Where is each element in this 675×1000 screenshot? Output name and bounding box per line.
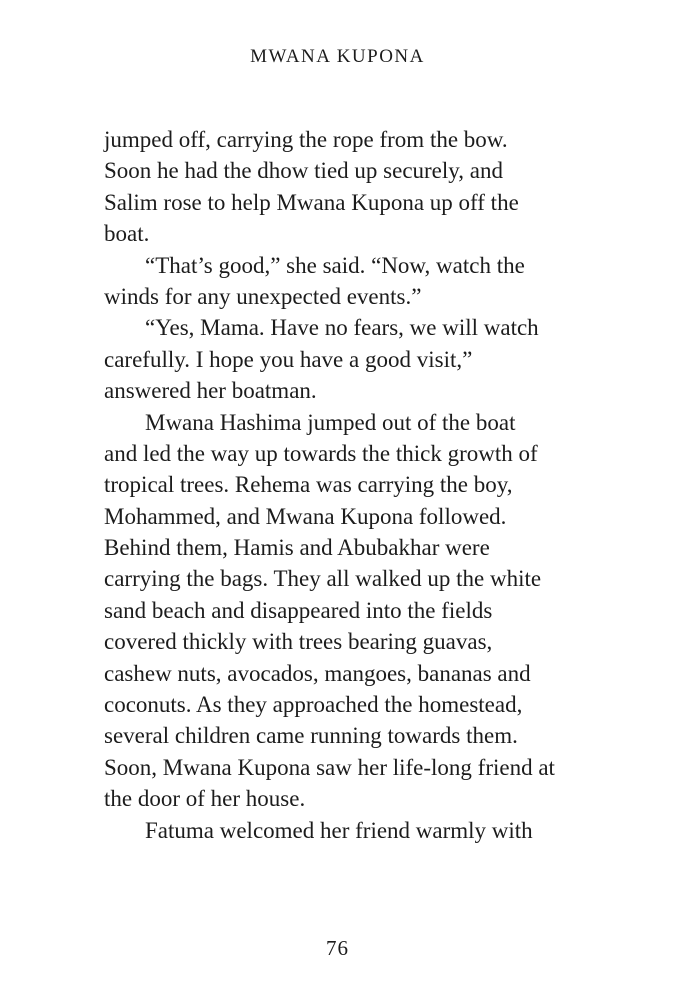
text-line: coconuts. As they approached the homestead, <box>104 692 523 718</box>
text-line: covered thickly with trees bearing guavas, <box>104 629 493 655</box>
page-number: 76 <box>326 936 349 960</box>
text-line: cashew nuts, avocados, mangoes, bananas and <box>104 660 531 686</box>
text-line: jumped off, carrying the rope from the bow. <box>104 127 508 152</box>
text-line: sand beach and disappeared into the fields <box>104 597 493 623</box>
running-head: MWANA KUPONA <box>250 46 425 67</box>
text-line: the door of her house. <box>104 786 306 812</box>
text-line: boat. <box>104 221 150 247</box>
text-line: answered her boatman. <box>104 378 317 404</box>
text-line: tropical trees. Rehema was carrying the boy, <box>104 472 513 498</box>
text-line: Mohammed, and Mwana Kupona followed. <box>104 503 507 529</box>
text-line: Soon, Mwana Kupona saw her life-long friend at <box>104 754 555 780</box>
text-line: winds for any unexpected events.” <box>104 283 422 309</box>
text-line: Mwana Hashima jumped out of the boat <box>145 409 516 435</box>
text-line: carefully. I hope you have a good visit,” <box>104 346 473 372</box>
text-line: carrying the bags. They all walked up the white <box>104 566 542 592</box>
text-line: “Yes, Mama. Have no fears, we will watch <box>145 315 539 341</box>
text-line: Fatuma welcomed her friend warmly with <box>145 817 533 843</box>
text-line: several children came running towards them. <box>104 723 518 749</box>
text-line: “That’s good,” she said. “Now, watch the <box>145 252 525 278</box>
body-text <box>104 124 604 846</box>
text-line: Salim rose to help Mwana Kupona up off the <box>104 189 519 215</box>
text-line: Behind them, Hamis and Abubakhar were <box>104 535 490 561</box>
text-line: Soon he had the dhow tied up securely, and <box>104 158 503 184</box>
text-line: and led the way up towards the thick growth of <box>104 440 538 466</box>
